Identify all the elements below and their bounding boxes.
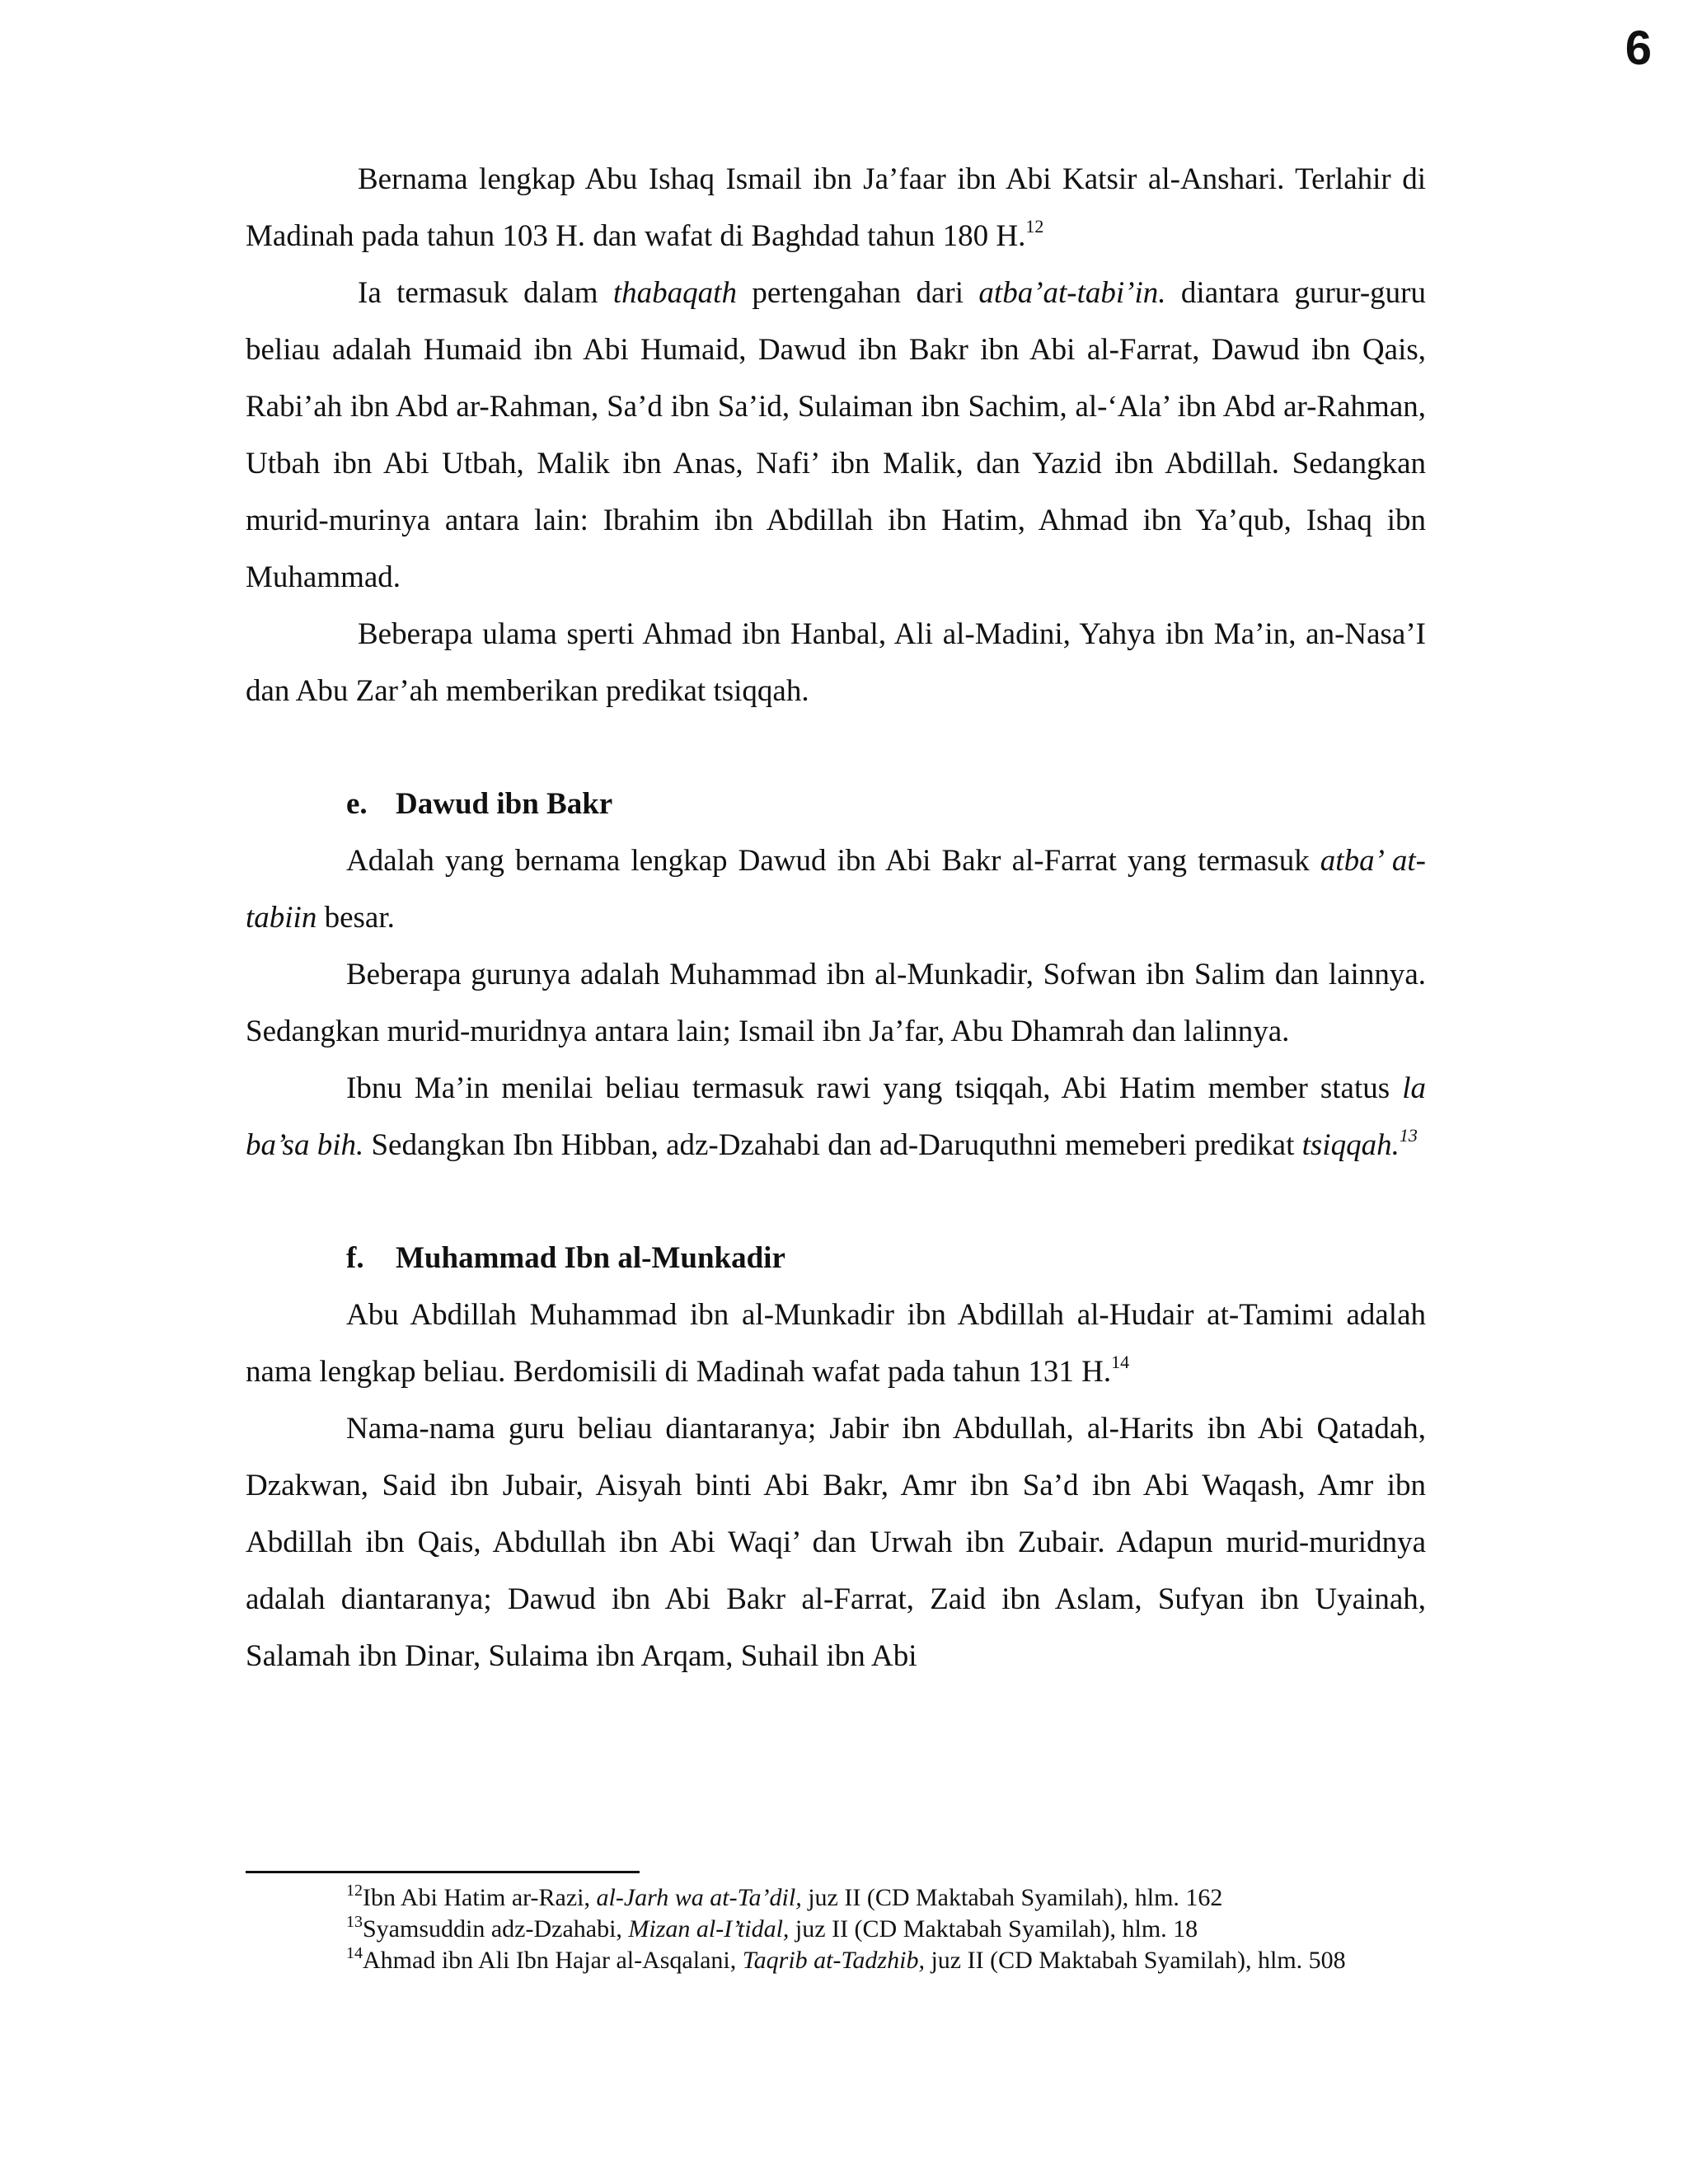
paragraph-munkadir-name (246, 1286, 1426, 1400)
paragraph-text: Beberapa ulama sperti Ahmad ibn Hanbal, Ali al-Madini, Yahya ibn Ma’in, an-Nasa’I dan Abu Zar’ah memberikan predikat tsiqqah. (246, 617, 1426, 708)
section-letter: f. (346, 1241, 364, 1275)
footnotes (246, 1882, 1426, 1976)
paragraph-text: Ibnu Ma’in menilai beliau termasuk rawi yang tsiqqah, Abi Hatim member status (346, 1071, 1403, 1105)
italic-term: thabaqath (612, 276, 737, 310)
section-heading-dawud (346, 776, 1426, 832)
paragraph-text: Nama-nama guru beliau diantaranya; Jabir ibn Abdullah, al-Harits ibn Abi Qatadah, Dzakwan, Said ibn Jubair, Aisyah binti Abi Bakr, Amr ibn Sa’d ibn Abi Waqash, Amr ibn Abdillah ibn Qais, Abdullah ibn Abi Waqi’ dan Urwah ibn Zubair. Adapun murid-muridnya adalah diantaranya; Dawud ibn Abi Bakr al-Farrat, Zaid ibn Aslam, Sufyan ibn Uyainah, Salamah ibn Dinar, Sulaima ibn Arqam, Suhail ibn Abi (246, 1412, 1426, 1673)
footnote-divider (246, 1871, 640, 1873)
footnote-ref-12[interactable]: 12 (1025, 216, 1044, 237)
section-title: Dawud ibn Bakr (396, 787, 613, 821)
paragraph-ismail-name (246, 151, 1426, 265)
paragraph-text: diantara gurur-guru beliau adalah Humaid ibn Abi Humaid, Dawud ibn Bakr ibn Abi al-Farrat, Dawud ibn Qais, Rabi’ah ibn Abd ar-Rahman, Sa’d ibn Sa’id, Sulaiman ibn Sachim, al-‘Ala’ ibn Abd ar-Rahman, Utbah ibn Abi Utbah, Malik ibn Anas, Nafi’ ibn Malik, dan Yazid ibn Abdillah. Sedangkan murid-murinya antara lain: Ibrahim ibn Abdillah ibn Hatim, Ahmad ibn Ya’qub, Ishaq ibn Muhammad. (246, 276, 1426, 594)
italic-term: la ba’sa bih. (246, 1071, 1426, 1162)
footnote-12 (246, 1882, 1426, 1914)
footnote-text: juz II (CD Maktabah Syamilah), hlm. 162 (801, 1884, 1223, 1911)
footnote-14 (246, 1945, 1426, 1976)
paragraph-text: pertengahan dari (736, 276, 979, 310)
footnote-text: Ibn Abi Hatim ar-Razi, (363, 1884, 597, 1911)
footnote-book-title: Taqrib at-Tadzhib, (742, 1947, 925, 1974)
paragraph-dawud-name (246, 832, 1426, 946)
paragraph-text: besar. (316, 901, 395, 935)
paragraph-text: Beberapa gurunya adalah Muhammad ibn al-Munkadir, Sofwan ibn Salim dan lainnya. Sedangkan murid-muridnya antara lain; Ismail ibn Ja’far, Abu Dhamrah dan lalinnya. (246, 958, 1426, 1048)
paragraph-text: Adalah yang bernama lengkap Dawud ibn Abi Bakr al-Farrat yang termasuk (346, 844, 1320, 878)
paragraph-text: Ia termasuk dalam (358, 276, 613, 310)
footnote-text: Syamsuddin adz-Dzahabi, (363, 1915, 629, 1943)
paragraph-dawud-teachers (246, 946, 1426, 1060)
footnote-number: 13 (346, 1913, 363, 1931)
paragraph-dawud-assessment (246, 1060, 1426, 1174)
body-text (246, 151, 1426, 1685)
italic-term: atba’ at-tabiin (246, 844, 1426, 935)
paragraph-text: Abu Abdillah Muhammad ibn al-Munkadir ibn Abdillah al-Hudair at-Tamimi adalah nama lengkap beliau. Berdomisili di Madinah wafat pada tahun 131 H. (246, 1298, 1426, 1389)
footnote-text: Ahmad ibn Ali Ibn Hajar al-Asqalani, (363, 1947, 743, 1974)
footnote-ref-number: 13 (1399, 1125, 1418, 1146)
page-number: 6 (1625, 21, 1652, 75)
section-heading-munkadir (346, 1230, 1426, 1286)
footnote-book-title: Mizan al-I’tidal, (628, 1915, 790, 1943)
paragraph-ismail-teachers (246, 265, 1426, 606)
footnote-text: juz II (CD Maktabah Syamilah), hlm. 18 (789, 1915, 1198, 1943)
footnote-ref-13[interactable] (1400, 1125, 1418, 1146)
section-letter: e. (346, 787, 368, 821)
footnote-number: 14 (346, 1944, 363, 1962)
footnote-book-title: al-Jarh wa at-Ta’dil, (596, 1884, 802, 1911)
paragraph-ismail-predicate (246, 606, 1426, 719)
paragraph-munkadir-teachers (246, 1400, 1426, 1685)
footnote-13 (246, 1914, 1426, 1945)
paragraph-text: Sedangkan Ibn Hibban, adz-Dzahabi dan ad-Daruquthni memeberi predikat (363, 1128, 1302, 1162)
italic-term: atba’at-tabi’in. (978, 276, 1166, 310)
section-title: Muhammad Ibn al-Munkadir (396, 1241, 785, 1275)
paragraph-text: Bernama lengkap Abu Ishaq Ismail ibn Ja’faar ibn Abi Katsir al-Anshari. Terlahir di Madinah pada tahun 103 H. dan wafat di Baghdad tahun 180 H. (246, 162, 1426, 253)
footnote-number: 12 (346, 1882, 363, 1900)
footnote-text: juz II (CD Maktabah Syamilah), hlm. 508 (924, 1947, 1346, 1974)
italic-term: tsiqqah. (1301, 1128, 1400, 1162)
footnote-ref-14[interactable]: 14 (1111, 1352, 1130, 1372)
